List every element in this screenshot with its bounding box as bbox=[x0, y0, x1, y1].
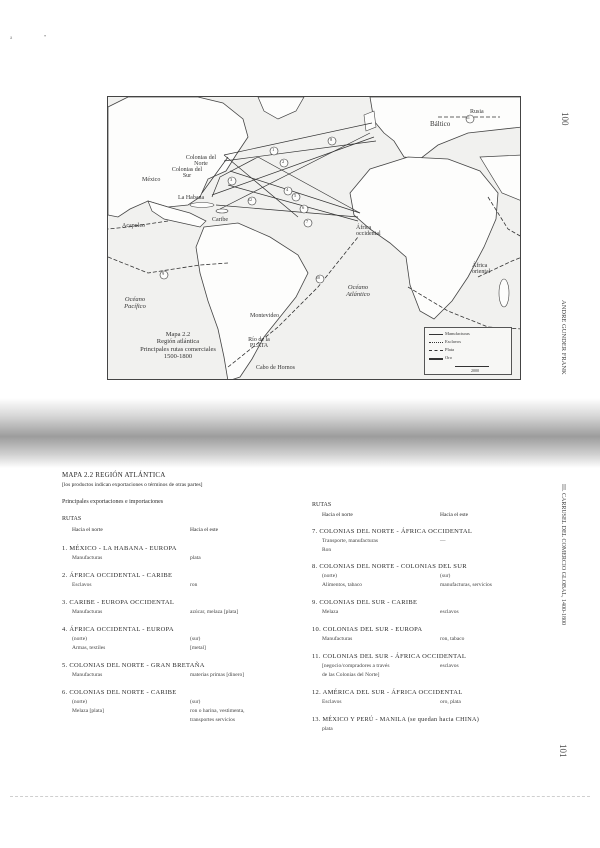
right-col-subhead-north: Hacia el norte bbox=[322, 512, 353, 518]
atlantic-map bbox=[107, 96, 521, 380]
route-left-value: Manufacturas bbox=[72, 555, 103, 561]
map-label-russia: Rusia bbox=[470, 109, 484, 115]
map-caption-line: Región atlántica bbox=[156, 338, 200, 346]
map-label-atlantic: Océano Atlántico bbox=[346, 284, 370, 298]
route-right-value: esclavos bbox=[440, 609, 459, 615]
route-title: 10. COLONIAS DEL SUR - EUROPA bbox=[312, 626, 423, 633]
route-right-value: transportes servicios bbox=[190, 717, 236, 723]
route-left-value: (norte) bbox=[72, 636, 87, 642]
british-isles bbox=[364, 111, 376, 131]
map-label-montevideo: Montevideo bbox=[250, 313, 279, 319]
legend-line-manufactures bbox=[429, 334, 443, 335]
route-number: 4 bbox=[286, 187, 289, 192]
map-label-havana: La Habana bbox=[178, 195, 205, 201]
route-right-value: plata bbox=[190, 555, 201, 561]
route-right-value: (sur) bbox=[440, 573, 451, 579]
route-left-value: (norte) bbox=[72, 699, 87, 705]
map-caption-line: 1500-1800 bbox=[163, 353, 193, 361]
route-left-value: Ron bbox=[322, 547, 332, 553]
route-left-value: Manufacturas bbox=[72, 609, 103, 615]
route-right-value: (sur) bbox=[190, 636, 201, 642]
route-left-value: Melaza [plata] bbox=[72, 708, 104, 714]
route-number: 1 bbox=[272, 147, 275, 152]
route-right-value: azúcar, melaza [plata] bbox=[190, 609, 239, 615]
legend-line-slaves bbox=[429, 342, 443, 343]
route-left-value: de las Colonias del Norte] bbox=[322, 672, 380, 678]
scan-mark: a bbox=[10, 36, 13, 41]
map-label-baltic: Báltico bbox=[430, 120, 451, 128]
route-title: 7. COLONIAS DEL NORTE - ÁFRICA OCCIDENTAL bbox=[312, 528, 473, 535]
route-right-value: manufacturas, servicios bbox=[440, 582, 492, 588]
bottom-running-head: III. CARRUSEL DEL COMERCIO GLOBAL, 1400-1800 bbox=[560, 484, 566, 626]
route-left-value: Melaza bbox=[322, 609, 339, 615]
route-left-value: Manufacturas bbox=[322, 636, 353, 642]
map-caption-line: Mapa 2.2 bbox=[165, 331, 191, 338]
legend-line-gold bbox=[429, 358, 443, 360]
route-right-value: ron o harina, vestimenta, bbox=[190, 708, 245, 714]
table-intro: Principales exportaciones e importaciones bbox=[62, 499, 164, 505]
map-caption-line: Principales rutas comerciales bbox=[140, 345, 216, 353]
table-title: MAPA 2.2 REGIÓN ATLÁNTICA bbox=[62, 471, 166, 479]
route-title: 13. MÉXICO Y PERÚ - MANILA (se quedan hacia CHINA) bbox=[312, 716, 480, 723]
scan-artifact-line bbox=[10, 796, 590, 797]
map-label-acapulco: Acapulco bbox=[122, 223, 145, 229]
route-left-value: Armas, textiles bbox=[72, 645, 106, 651]
top-page-number: 100 bbox=[560, 112, 570, 126]
cuba-island bbox=[190, 203, 214, 208]
route-title: 8. COLONIAS DEL NORTE - COLONIAS DEL SUR bbox=[312, 563, 467, 570]
route-number: 3 bbox=[230, 177, 233, 182]
route-number: 5 bbox=[294, 193, 297, 198]
legend-manufactures: Manufacturas bbox=[445, 331, 470, 336]
left-col-subhead-east: Hacia el este bbox=[190, 527, 219, 533]
legend-slaves: Esclavos bbox=[445, 339, 461, 344]
right-col-heading: RUTAS bbox=[312, 502, 332, 508]
route-right-value: oro, plata bbox=[440, 699, 461, 705]
map-label-caribe: Caribe bbox=[212, 217, 228, 223]
map-label-pacific: Océano Pacífico bbox=[124, 296, 146, 310]
route-number: 12 bbox=[248, 197, 252, 202]
map-label-mexico: México bbox=[142, 177, 161, 183]
top-running-author: ANDRE GUNDER FRANK bbox=[560, 300, 567, 375]
page-gutter-shadow bbox=[0, 398, 600, 468]
route-right-value: [metal] bbox=[190, 645, 206, 651]
route-number: 7 bbox=[306, 219, 309, 224]
route-left-value: Transporte, manufacturas bbox=[322, 538, 379, 544]
legend-gold: Oro bbox=[445, 355, 452, 360]
route-right-value: (sur) bbox=[190, 699, 201, 705]
route-number: 2 bbox=[282, 159, 285, 164]
map-label-east-africa: África oriental bbox=[472, 263, 491, 276]
route-number: 9 bbox=[162, 271, 165, 276]
route-left-value: Manufacturas bbox=[72, 672, 103, 678]
left-col-subhead-north: Hacia el norte bbox=[72, 527, 103, 533]
legend-line-silver bbox=[429, 350, 443, 351]
legend-silver: Plata bbox=[445, 347, 454, 352]
route-title: 11. COLONIAS DEL SUR - ÁFRICA OCCIDENTAL bbox=[312, 653, 467, 660]
table-subtitle: [los productos indican exportaciones o términos de otras partes] bbox=[62, 482, 203, 488]
route-title: 12. AMÉRICA DEL SUR - ÁFRICA OCCIDENTAL bbox=[312, 689, 463, 696]
map-label-rio-plata: Río de la PLATA bbox=[248, 337, 270, 350]
route-title: 6. COLONIAS DEL NORTE - CARIBE bbox=[62, 689, 177, 696]
route-number: 11 bbox=[466, 115, 470, 120]
right-col-subhead-east: Hacia el este bbox=[440, 512, 469, 518]
route-left-value: Esclavos bbox=[72, 582, 92, 588]
route-left-value: plata bbox=[322, 726, 333, 732]
route-title: 5. COLONIAS DEL NORTE - GRAN BRETAÑA bbox=[62, 662, 205, 669]
route-title: 1. MÉXICO - LA HABANA - EUROPA bbox=[62, 545, 177, 552]
madagascar-island bbox=[499, 279, 509, 307]
map-caption bbox=[138, 331, 218, 361]
scale-bar bbox=[455, 366, 489, 367]
scale-label: 2000 bbox=[471, 368, 479, 373]
route-right-value: esclavos bbox=[440, 663, 459, 669]
route-number: 10 bbox=[316, 275, 320, 280]
route-number: 8 bbox=[330, 137, 333, 142]
bottom-page-number: 101 bbox=[558, 744, 568, 758]
route-right-value: ron, tabaco bbox=[440, 636, 465, 642]
route-left-value: Alimentos, tabaco bbox=[322, 582, 363, 588]
map-legend bbox=[424, 327, 512, 375]
route-title: 9. COLONIAS DEL SUR - CARIBE bbox=[312, 599, 418, 606]
route-right-value: — bbox=[440, 538, 446, 544]
map-label-north-colonies: Colonias del Norte bbox=[185, 155, 217, 168]
route-right-value: ron bbox=[190, 582, 198, 588]
route-right-value: materias primas [dinero] bbox=[190, 672, 245, 678]
hispaniola-island bbox=[216, 209, 228, 213]
map-label-cape-horn: Cabo de Hornos bbox=[256, 365, 295, 371]
route-title: 3. CARIBE - EUROPA OCCIDENTAL bbox=[62, 599, 175, 606]
route-left-value: Esclavos bbox=[322, 699, 342, 705]
route-left-value: [negocio/compradores a través bbox=[322, 663, 390, 669]
map-label-west-africa: África occidental bbox=[356, 225, 381, 238]
route-number: 6 bbox=[302, 205, 305, 210]
route-left-value: (norte) bbox=[322, 573, 337, 579]
route-title: 4. ÁFRICA OCCIDENTAL - EUROPA bbox=[62, 626, 174, 633]
map-label-south-colonies: Colonias del Sur bbox=[171, 167, 203, 180]
route-title: 2. ÁFRICA OCCIDENTAL - CARIBE bbox=[62, 572, 173, 579]
scan-mark: • bbox=[44, 34, 47, 40]
left-col-heading: RUTAS bbox=[62, 516, 82, 522]
